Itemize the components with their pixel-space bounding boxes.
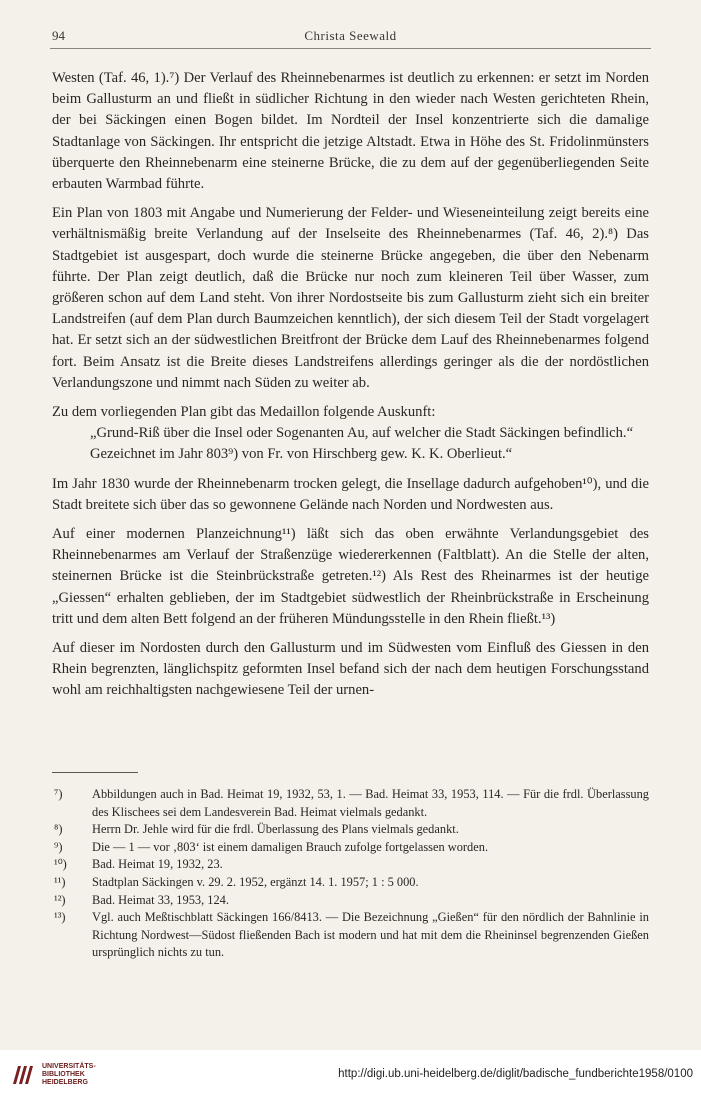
footnote: ⁷) Abbildungen auch in Bad. Heimat 19, 1932, 53, 1. — Bad. Heimat 33, 1953, 114. — Für die frdl. Überlassung des Klischees sei dem Landesverein Bad. Heimat vielmals gedankt.	[54, 787, 649, 819]
footnote: ⁸) Herrn Dr. Jehle wird für die frdl. Überlassung des Plans vielmals gedankt.	[54, 822, 459, 837]
footnote: ¹¹) Stadtplan Säckingen v. 29. 2. 1952, ergänzt 14. 1. 1957; 1 : 5 000.	[54, 874, 419, 889]
paragraph-3: Zu dem vorliegenden Plan gibt das Medaillon folgende Auskunft:	[52, 404, 436, 421]
quote-line-1: „Grund-Riß über die Insel oder Sogenanten Au, auf welcher die Stadt Säckingen befindlich.“	[90, 425, 634, 442]
medaillon-quote	[90, 423, 649, 465]
body-text	[52, 68, 649, 710]
paragraph-4: Im Jahr 1830 wurde der Rheinnebenarm trocken gelegt, die Insellage dadurch aufgehoben¹⁰), und die Stadt breitete sich über das so gewonnene Gelände nach Norden und Nordwesten aus.	[52, 475, 649, 513]
footnote: ¹²) Bad. Heimat 33, 1953, 124.	[54, 892, 229, 907]
paragraph-5: Auf einer modernen Planzeichnung¹¹) läßt sich das oben erwähnte Verlandungsgebiet des Rheinnebenarmes am Verlauf der Straßenzüge wiedererkennen (Faltblatt). An die Stelle der alten, steinernen Brücke ist die Steinbrückstraße getreten.¹²) Als Rest des Rheinarmes ist der heutige „Giessen“ erhalten geblieben, der im Stadtgebiet südwestlich der Rheinbrückstraße in Erscheinung tritt und dem alten Bett folgend an der früheren Mündungsstelle in den Rhein fließt.¹³)	[52, 526, 649, 627]
paragraph-2: Ein Plan von 1803 mit Angabe und Numerierung der Felder- und Wieseneinteilung zeigt bereits eine verhältnismäßig breite Verlandung auf der Inselseite des Rheinnebenarmes (Taf. 46, 2).⁸) Das Stadtgebiet ist ausgespart, doch wurde die steinerne Brücke angegeben, die über den Nebenarm führte. Der Plan zeigt deutlich, daß die Brücke nur noch zum kleineren Teil über Wasser, zum größeren schon auf dem Land steht. Von ihrer Nordostseite bis zum Gallusturm zieht sich ein breiter Landstreifen (auf dem Plan durch Baumzeichen kenntlich), der sich diesem Teil der Stadt vorgelagert hat. Er setzt sich an der südwestlichen Breitfront der Brücke dem Lauf des Rheinnebenarmes folgend fort. Beim Ansatz ist die Breite dieses Landstreifens allerdings geringer als die der nordöstlichen Verlandungszone und nimmt nach Süden zu weiter ab.	[52, 205, 649, 391]
footnote: ¹⁰) Bad. Heimat 19, 1932, 23.	[54, 857, 223, 872]
footnote: ⁹) Die — 1 — vor ‚803‘ ist einem damaligen Brauch zufolge fortgelassen worden.	[54, 839, 489, 854]
viewer-footer	[0, 1050, 701, 1106]
library-logo-text: UNIVERSITÄTS- BIBLIOTHEK HEIDELBERG	[42, 1063, 96, 1086]
quote-line-2: Gezeichnet im Jahr 803⁹) von Fr. von Hirschberg gew. K. K. Oberlieut.“	[90, 446, 513, 463]
footnote-divider	[52, 772, 138, 773]
paragraph-6: Auf dieser im Nordosten durch den Gallusturm und im Südwesten vom Einfluß des Giessen in den Rhein begrenzten, länglichspitz geformten Insel befand sich der nach dem heutigen Forschungsstand wohl am reichhaltigsten nachgewiesene Teil der urnen-	[52, 640, 649, 699]
footnote: ¹³) Vgl. auch Meßtischblatt Säckingen 166/8413. — Die Bezeichnung „Gießen“ für den nördlich der Bahnlinie in Richtung Nordwest—Südost fließenden Bach ist modern und hat mit dem die Rheininsel begrenzenden Gießen ursprünglich nichts zu tun.	[54, 910, 649, 960]
footnotes	[52, 786, 649, 962]
running-head: Christa Seewald	[304, 28, 397, 43]
page-number: 94	[52, 28, 65, 43]
source-url-link[interactable]: http://digi.ub.uni-heidelberg.de/diglit/badische_fundberichte1958/0100	[338, 1068, 693, 1080]
header-divider	[50, 48, 651, 49]
library-logo[interactable]	[10, 1062, 96, 1088]
library-logo-icon	[10, 1062, 36, 1088]
paragraph-1: Westen (Taf. 46, 1).⁷) Der Verlauf des Rheinnebenarmes ist deutlich zu erkennen: er setzt im Norden beim Gallusturm an und fließt in südlicher Richtung in den wieder nach Westen gerichteten Rhein, der bei Säckingen einen Bogen bildet. Im Nordteil der Insel konzentrierte sich die damalige Stadtanlage von Säckingen. Ihr entspricht die jetzige Altstadt. Etwa in Höhe des St. Fridolinmünsters überquerte den Rheinnebenarm eine steinerne Brücke, die zu dem auf der gegenüberliegenden Seite erbauten Warmbad führte.	[52, 70, 649, 193]
